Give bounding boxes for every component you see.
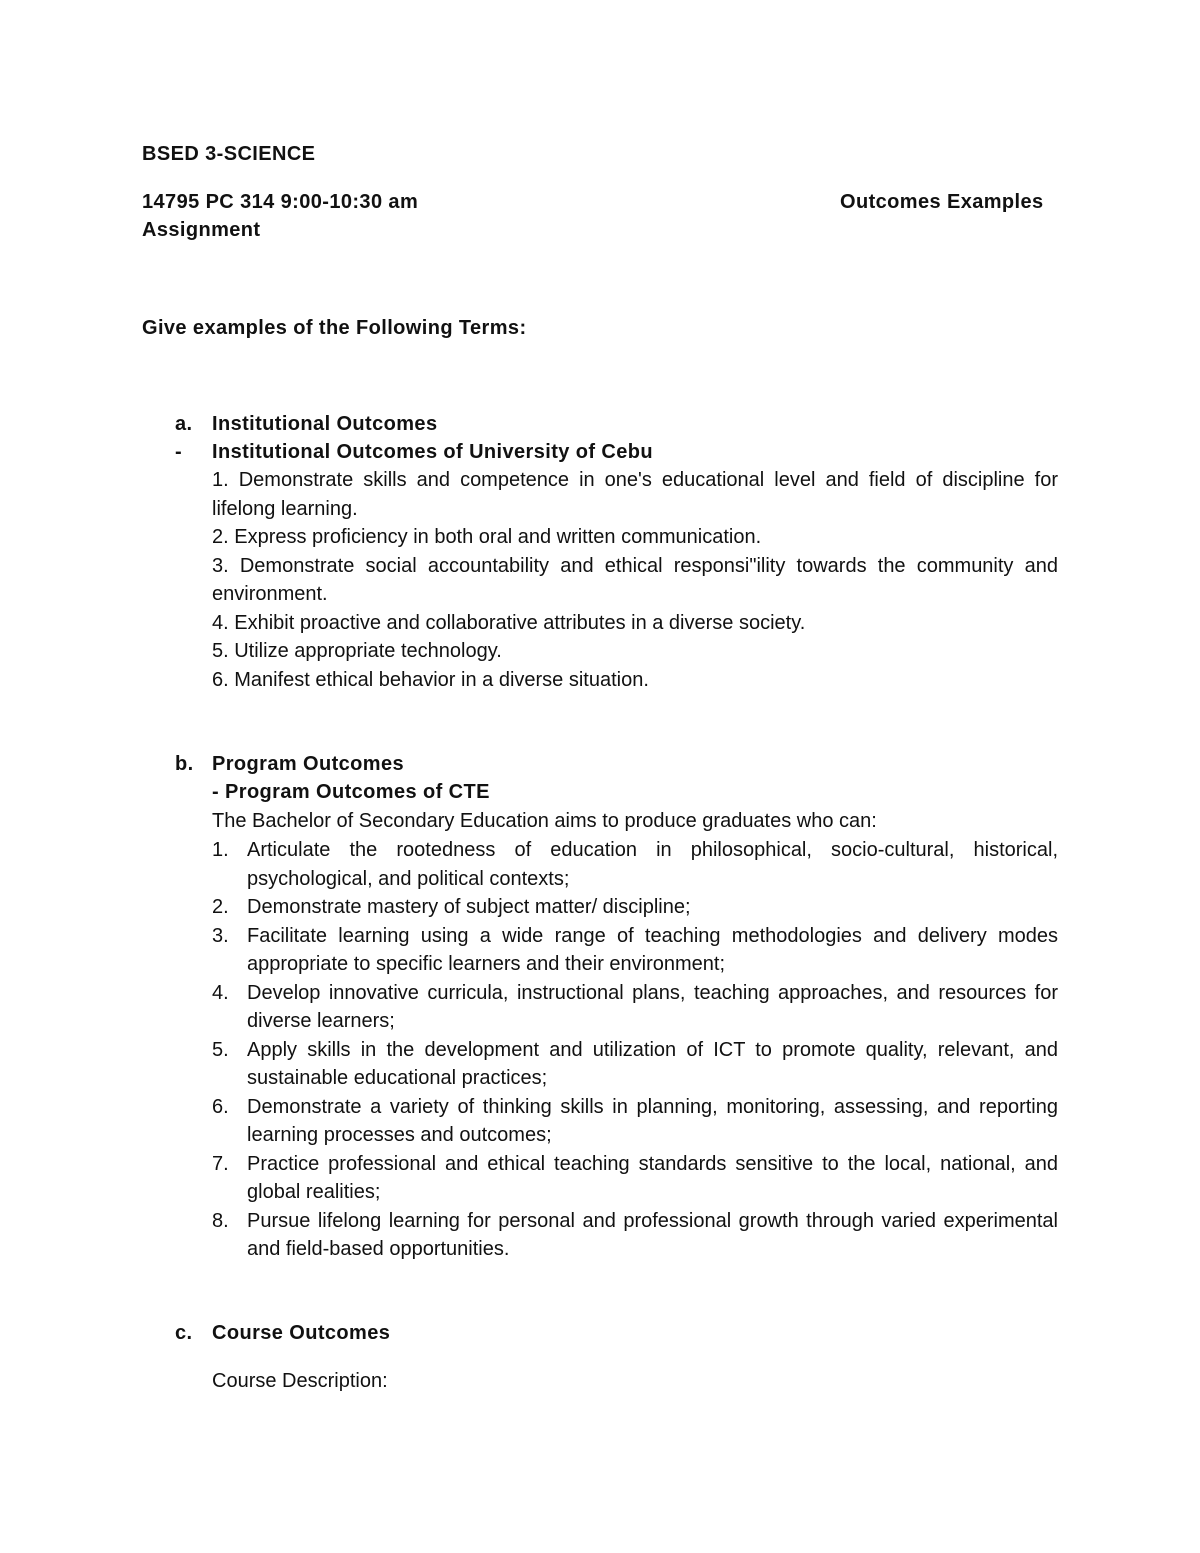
list-item-number: 4.: [212, 981, 229, 1004]
course-description-label: Course Description:: [212, 1370, 388, 1392]
list-item-text: Practice professional and ethical teaching standards sensitive to the local, national, and global realities;: [247, 1152, 1058, 1203]
list-item-number: 5.: [212, 1038, 229, 1061]
list-item-text: Apply skills in the development and utilization of ICT to promote quality, relevant, and sustainable educational practices;: [247, 1038, 1058, 1089]
list-item: 4. Exhibit proactive and collaborative attributes in a diverse society.: [212, 611, 806, 634]
schedule-line: 14795 PC 314 9:00-10:30 am: [142, 191, 419, 213]
list-item-text: Pursue lifelong learning for personal and professional growth through varied experimental and field-based opportunities.: [247, 1209, 1058, 1260]
list-item-number: 1.: [212, 839, 229, 861]
list-item-number: 3.: [212, 924, 229, 947]
section-b-letter: b.: [175, 753, 194, 775]
list-item: [212, 922, 1058, 979]
list-item-number: 8.: [212, 1209, 229, 1232]
list-item-text: Facilitate learning using a wide range of teaching methodologies and delivery modes appropriate to specific learners and their environment;: [247, 924, 1058, 975]
assignment-prompt: Give examples of the Following Terms:: [142, 317, 527, 339]
section-a-letter: a.: [175, 413, 193, 435]
list-item-text: Articulate the rootedness of education in philosophical, socio-cultural, historical, psychological, and political contexts;: [247, 839, 1058, 890]
list-item-number: 6.: [212, 1095, 229, 1118]
assignment-title: Outcomes Examples: [840, 191, 1044, 213]
list-item-number: 7.: [212, 1152, 229, 1175]
section-c-title: Course Outcomes: [212, 1322, 391, 1344]
list-item: [212, 1093, 1058, 1150]
section-b-subtitle: - Program Outcomes of CTE: [212, 781, 490, 803]
list-item: 3. Demonstrate social accountability and ethical responsi"ility towards the community and environment.: [212, 554, 1058, 605]
list-item: [212, 1150, 1058, 1207]
section-b-intro: The Bachelor of Secondary Education aims to produce graduates who can:: [212, 810, 877, 832]
list-item: [212, 836, 1058, 893]
assignment-title-continuation: Assignment: [142, 219, 261, 241]
list-item-text: Demonstrate a variety of thinking skills in planning, monitoring, assessing, and reporting learning processes and outcomes;: [247, 1095, 1058, 1146]
list-item-number: 2.: [212, 896, 229, 918]
list-item-text: Develop innovative curricula, instructional plans, teaching approaches, and resources for diverse learners;: [247, 981, 1058, 1032]
list-item: 5. Utilize appropriate technology.: [212, 640, 502, 662]
list-item-text: Demonstrate mastery of subject matter/ discipline;: [247, 896, 691, 918]
section-a-dash: -: [175, 441, 183, 463]
section-a-list: [212, 466, 1058, 694]
list-item: 2. Express proficiency in both oral and written communication.: [212, 526, 762, 548]
list-item: [212, 1036, 1058, 1093]
list-item: [212, 979, 1058, 1036]
section-b-list: [212, 836, 1058, 1264]
section-b-title: Program Outcomes: [212, 753, 405, 775]
class-code-heading: BSED 3-SCIENCE: [142, 143, 316, 165]
list-item: 1. Demonstrate skills and competence in one's educational level and field of discipline for lifelong learning.: [212, 469, 1058, 520]
list-item: [212, 893, 1058, 922]
section-a-title-text: Institutional Outcomes: [212, 413, 438, 435]
list-item: 6. Manifest ethical behavior in a diverse situation.: [212, 668, 649, 691]
list-item: [212, 1207, 1058, 1264]
section-a-subtitle: Institutional Outcomes of University of Cebu: [212, 441, 653, 463]
section-a-title: [212, 410, 1058, 439]
section-c-letter: c.: [175, 1322, 193, 1344]
